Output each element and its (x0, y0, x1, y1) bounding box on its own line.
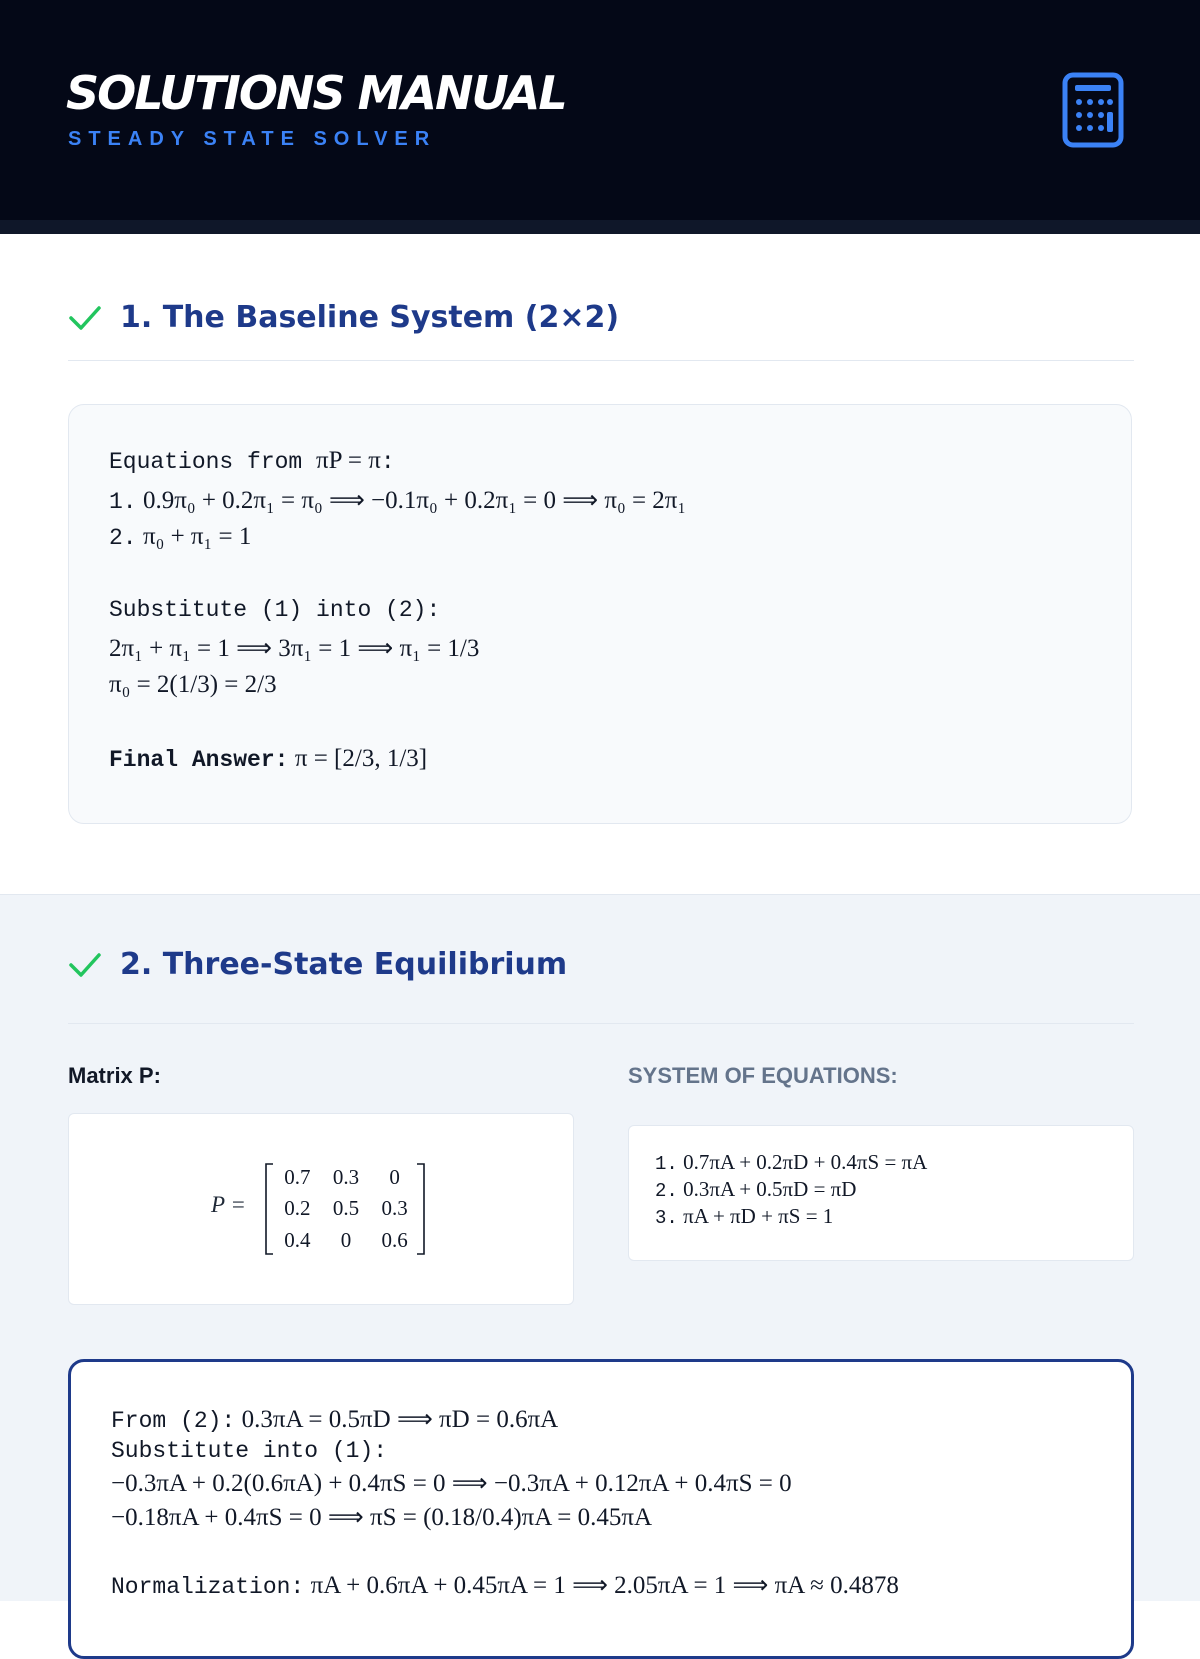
matrix-name: P = (211, 1192, 246, 1217)
section-baseline-system (0, 234, 1200, 894)
matrix-cell: 0.6 (381, 1227, 408, 1252)
step-1 (109, 633, 479, 663)
final-answer (109, 745, 427, 773)
section-three-state (0, 894, 1200, 1601)
equation-number: 2. (655, 1180, 678, 1202)
solution-card (68, 1359, 1134, 1659)
solution-math: 0.3πA = 0.5πD ⟹ πD = 0.6πA (241, 1406, 559, 1433)
equation-1 (109, 485, 686, 515)
divider (68, 360, 1134, 361)
matrix-cell: 0 (340, 1227, 352, 1252)
solution-prefix: Normalization: (111, 1574, 305, 1600)
solution-math: −0.3πA + 0.2(0.6πA) + 0.4πS = 0 ⟹ −0.3πA + 0.12πA + 0.4πS = 0 (111, 1470, 792, 1497)
system-equation-3 (655, 1204, 833, 1229)
step-math: π₀ = 2(1/3) = 2/3 (109, 671, 277, 698)
step-math: 2π₁ + π₁ = 1 ⟹ 3π₁ = 1 ⟹ π₁ = 1/3 (109, 635, 480, 662)
equations-intro (109, 447, 395, 475)
solution-line-1 (111, 1404, 558, 1434)
equation-number: 2. (109, 525, 137, 551)
step-2 (109, 671, 277, 699)
solution-line-2: Substitute into (1): (111, 1438, 388, 1464)
check-icon (68, 951, 102, 979)
matrix-card (68, 1113, 574, 1305)
final-answer-label: Final Answer: (109, 747, 289, 773)
app-subtitle: STEADY STATE SOLVER (68, 128, 437, 150)
solution-math: πA + 0.6πA + 0.45πA = 1 ⟹ 2.05πA = 1 ⟹ πA ≈ 0.4878 (310, 1572, 899, 1599)
section-title: 1. The Baseline System (2×2) (120, 300, 620, 335)
system-card (628, 1125, 1134, 1261)
solution-line-3 (111, 1468, 792, 1498)
matrix-label: Matrix P: (68, 1063, 161, 1088)
matrix-cell: 0.4 (284, 1227, 311, 1252)
solution-math: −0.18πA + 0.4πS = 0 ⟹ πS = (0.18/0.4)πA = 0.45πA (111, 1504, 653, 1531)
substitute-label: Substitute (1) into (2): (109, 597, 441, 623)
solution-card (68, 404, 1132, 824)
equation-2 (109, 523, 251, 551)
equation-math: 0.3πA + 0.5πD = πD (683, 1177, 857, 1201)
header-divider (0, 220, 1200, 234)
matrix-cell: 0 (389, 1165, 400, 1190)
system-label: SYSTEM OF EQUATIONS: (628, 1063, 898, 1088)
matrix-cell: 0.5 (332, 1196, 360, 1221)
equation-math: 0.9π₀ + 0.2π₁ = π₀ ⟹ −0.1π₀ + 0.2π₁ = 0 ⟹ π₀ = 2π₁ (143, 487, 687, 514)
intro-text: Equations from (109, 449, 317, 475)
equation-number: 1. (655, 1153, 678, 1175)
equation-math: 0.7πA + 0.2πD + 0.4πS = πA (683, 1150, 928, 1174)
final-answer-value: π = [2/3, 1/3] (294, 745, 428, 772)
section-heading (68, 947, 567, 982)
section-heading (68, 300, 619, 335)
section-title: 2. Three-State Equilibrium (120, 947, 568, 982)
system-equation-1 (655, 1150, 927, 1175)
system-equation-2 (655, 1177, 856, 1202)
solution-line-4 (111, 1502, 652, 1532)
matrix-cell: 0.2 (284, 1196, 311, 1221)
matrix-grid (273, 1162, 419, 1256)
matrix-cell: 0.3 (332, 1165, 360, 1190)
solution-prefix: From (2): (111, 1408, 236, 1434)
equation-number: 3. (655, 1207, 678, 1229)
equation-number: 1. (109, 489, 137, 515)
equation-math: πA + πD + πS = 1 (683, 1204, 834, 1228)
app-title: SOLUTIONS MANUAL (66, 66, 566, 120)
check-icon (68, 304, 102, 332)
solution-line-5 (111, 1570, 899, 1600)
calculator-icon[interactable] (1062, 72, 1124, 148)
matrix-cell: 0.7 (284, 1165, 311, 1190)
equation-math: π₀ + π₁ = 1 (143, 523, 252, 550)
intro-colon: : (380, 449, 395, 475)
header (0, 0, 1200, 220)
intro-math: πP = π (316, 447, 381, 474)
matrix-cell: 0.3 (381, 1196, 408, 1221)
divider (68, 1023, 1134, 1024)
